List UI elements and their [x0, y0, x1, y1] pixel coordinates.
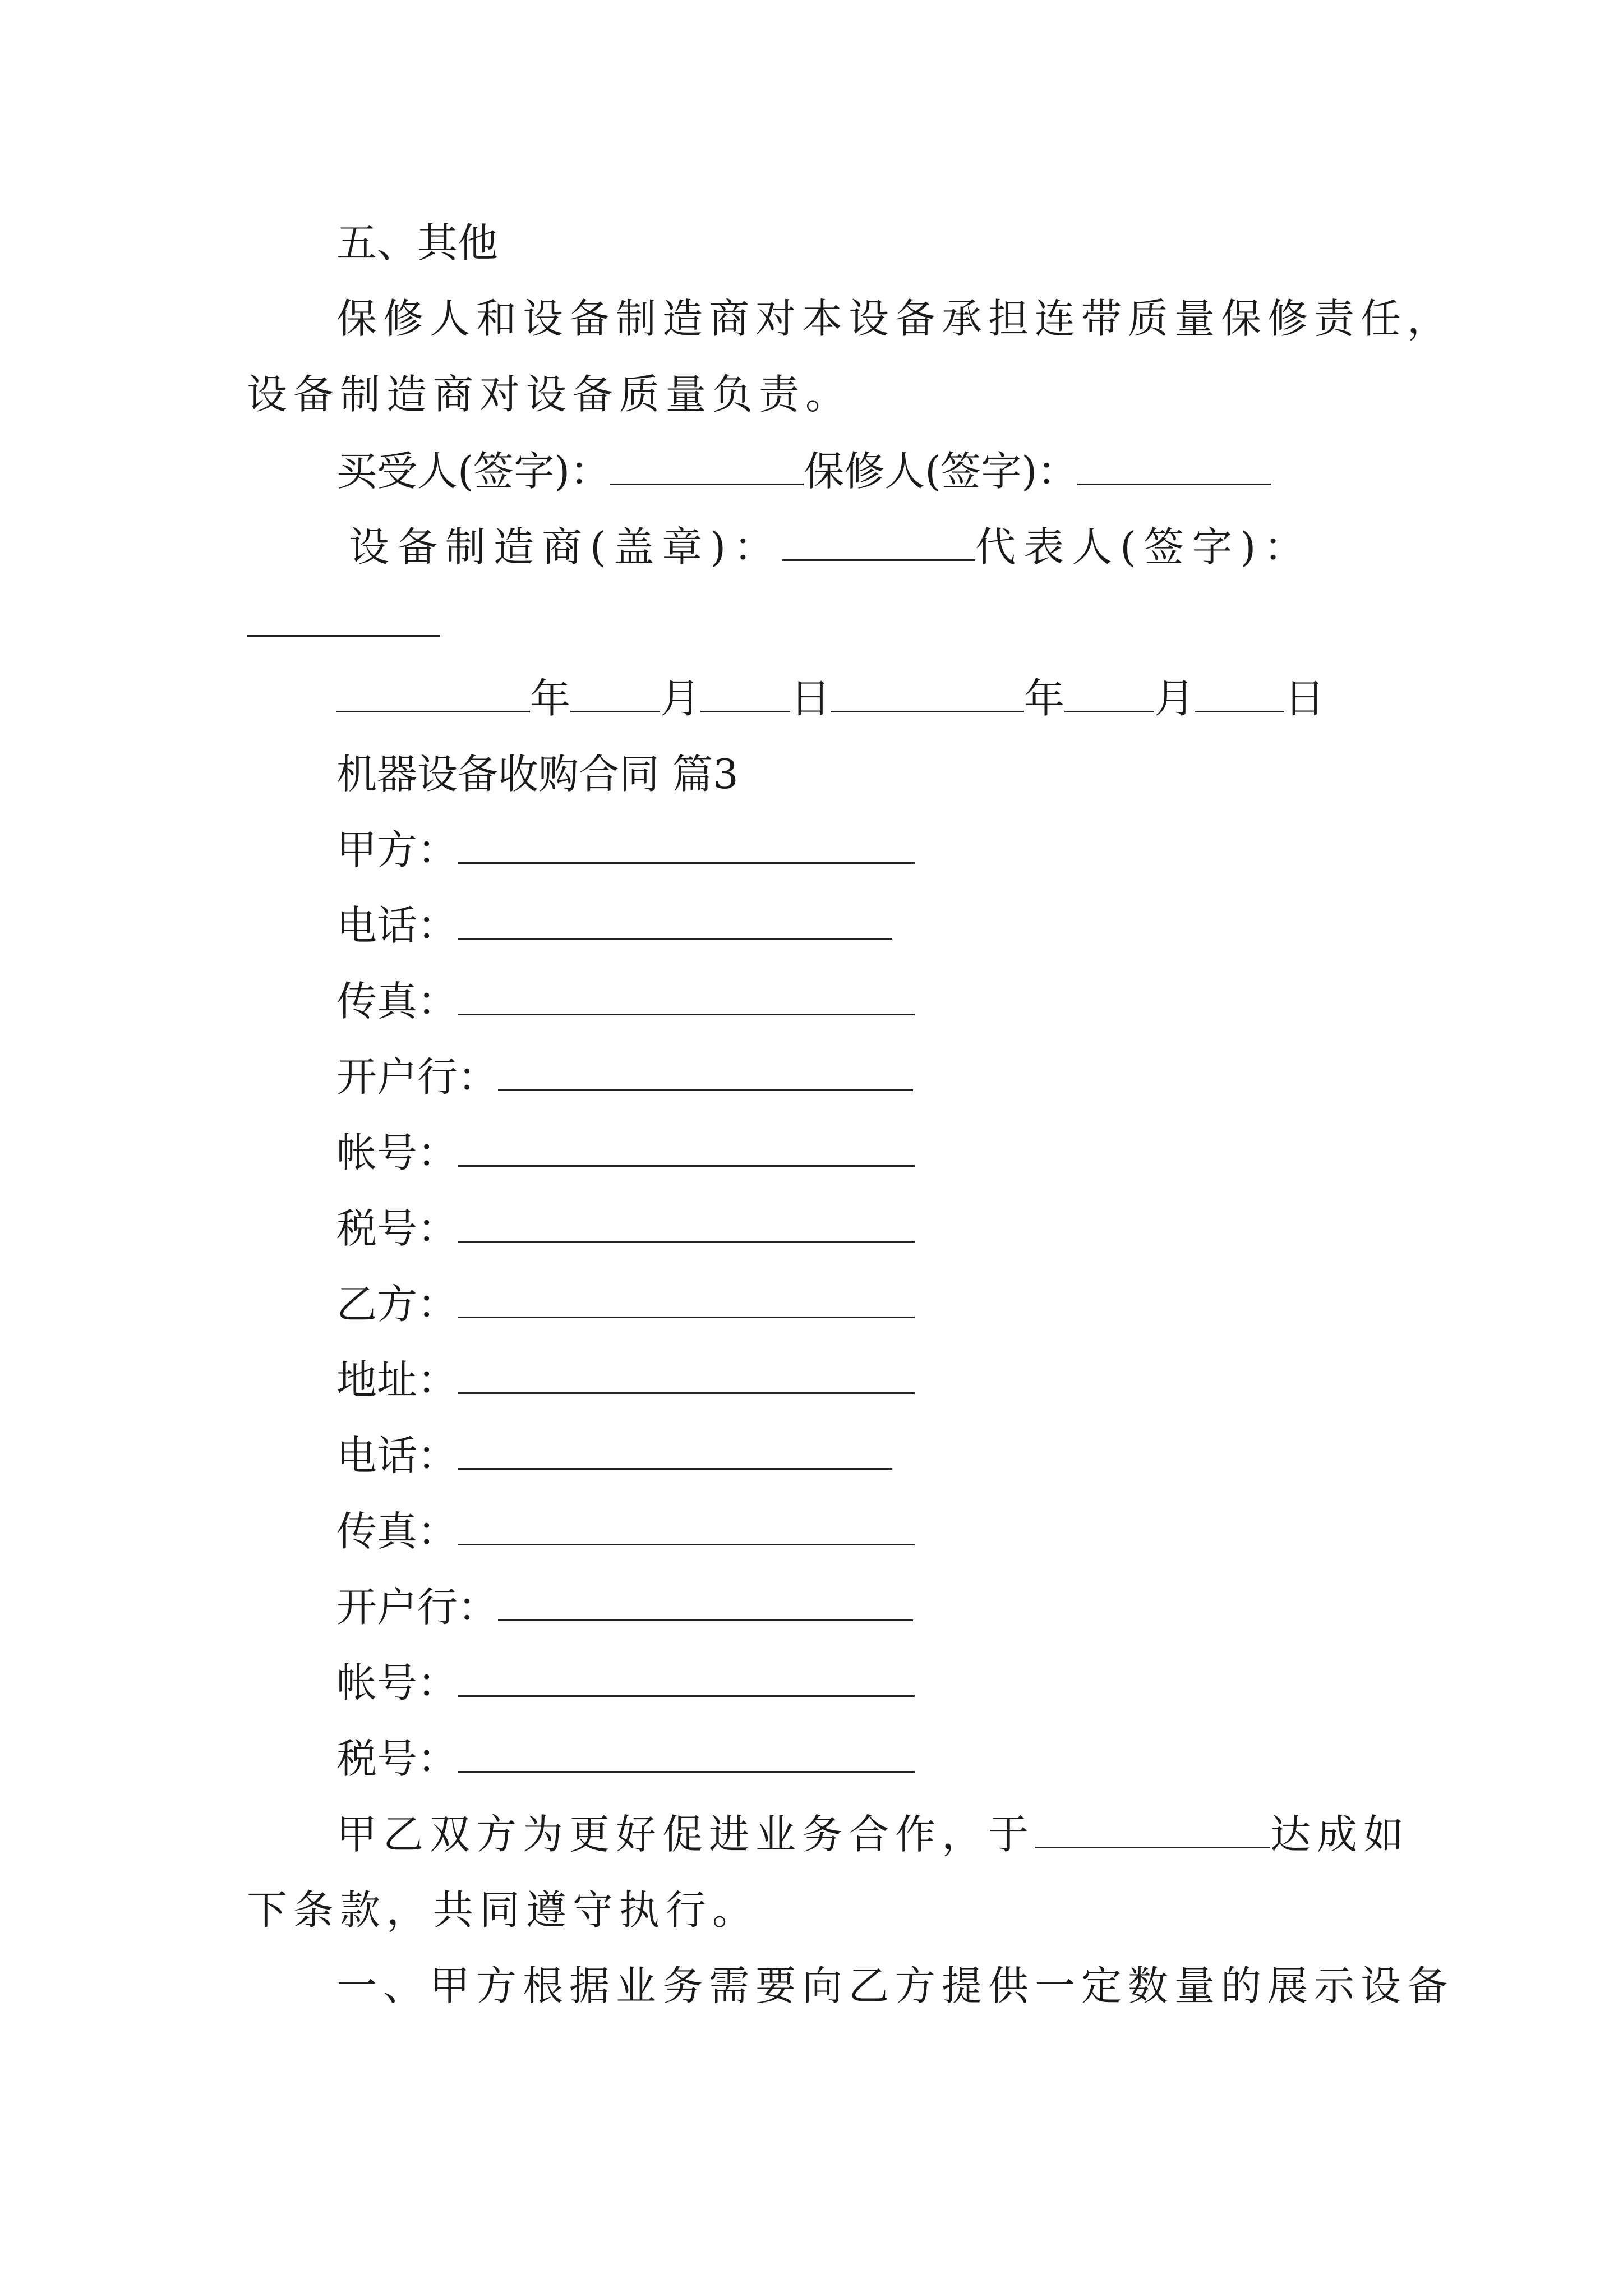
form-row [336, 1203, 915, 1254]
clause-text: 一、甲方根据业务需要向乙方提供一定数量的展示设备 [336, 1962, 1454, 2009]
party-a-fax-label: 传真： [336, 978, 458, 1025]
party-b-account-label: 帐号： [336, 1659, 458, 1706]
party-b-name-field[interactable] [458, 1282, 915, 1318]
representative-signature-field[interactable] [247, 600, 440, 637]
month-field[interactable] [570, 676, 660, 712]
form-row [336, 1506, 915, 1557]
month-label: 月 [660, 675, 701, 722]
paragraph-line [247, 369, 852, 420]
party-b-address-field[interactable] [458, 1358, 915, 1394]
paragraph-line [336, 1809, 1410, 1860]
day-label: 日 [1284, 675, 1325, 722]
party-a-name-label: 甲方： [336, 826, 458, 873]
buyer-signature-label: 买受人(签字)： [336, 448, 611, 495]
day-label: 日 [790, 675, 831, 722]
party-a-account-field[interactable] [458, 1130, 915, 1167]
party-b-fax-label: 传真： [336, 1508, 458, 1555]
contract-title [336, 749, 739, 799]
paragraph-line [336, 293, 1454, 344]
party-b-bank-field[interactable] [498, 1585, 913, 1621]
party-a-bank-field[interactable] [498, 1055, 913, 1091]
form-row [336, 1355, 915, 1405]
section-heading-text: 五、其他 [336, 219, 499, 266]
party-a-tax-field[interactable] [458, 1206, 915, 1243]
party-a-tax-label: 税号： [336, 1205, 458, 1252]
form-row [336, 1582, 913, 1632]
paragraph-text: 下条款，共同遵守执行。 [247, 1887, 759, 1934]
form-row [336, 1733, 915, 1784]
paragraph-line [247, 1885, 759, 1935]
party-b-tax-label: 税号： [336, 1735, 458, 1782]
year-label: 年 [1024, 675, 1065, 722]
signature-row [336, 446, 1271, 496]
signature-row [349, 522, 1312, 572]
maker-seal-label: 设备制造商(盖章)： [349, 523, 782, 570]
paragraph-text: 保修人和设备制造商对本设备承担连带质量保修责任， [336, 295, 1454, 342]
party-b-account-field[interactable] [458, 1660, 915, 1697]
year-field[interactable] [336, 676, 530, 712]
month-label: 月 [1154, 675, 1195, 722]
party-b-address-label: 地址： [336, 1356, 458, 1404]
representative-signature-label: 代表人(签字)： [975, 523, 1312, 570]
form-row [336, 976, 915, 1027]
maker-seal-field[interactable] [782, 524, 975, 561]
year-label: 年 [530, 675, 571, 722]
paragraph-text: 达成如 [1270, 1811, 1410, 1858]
party-a-account-label: 帐号： [336, 1129, 458, 1176]
form-row [336, 1658, 915, 1708]
party-b-name-label: 乙方： [336, 1281, 458, 1328]
clause-line [336, 1961, 1454, 2011]
guarantor-signature-label: 保修人(签字)： [804, 448, 1078, 495]
form-row [336, 1279, 915, 1329]
party-a-phone-field[interactable] [458, 903, 892, 940]
paragraph-text: 设备制造商对设备质量负责。 [247, 371, 852, 418]
month-field[interactable] [1064, 676, 1154, 712]
day-field[interactable] [1195, 676, 1284, 712]
signature-row [247, 597, 440, 648]
party-b-bank-label: 开户行： [336, 1584, 499, 1631]
guarantor-signature-field[interactable] [1077, 449, 1271, 485]
buyer-signature-field[interactable] [610, 449, 804, 485]
day-field[interactable] [700, 676, 790, 712]
paragraph-text: 甲乙双方为更好促进业务合作，于 [336, 1811, 1035, 1858]
form-row [336, 900, 892, 951]
party-b-phone-field[interactable] [458, 1433, 892, 1470]
form-row [336, 1430, 892, 1481]
date-row [336, 673, 1325, 724]
contract-title-text: 机器设备收购合同 篇3 [336, 751, 739, 798]
section-heading [336, 218, 498, 268]
party-b-fax-field[interactable] [458, 1509, 915, 1545]
form-row [336, 825, 915, 875]
party-a-bank-label: 开户行： [336, 1053, 499, 1101]
party-a-phone-label: 电话： [336, 902, 458, 949]
form-row [336, 1052, 913, 1102]
party-b-tax-field[interactable] [458, 1736, 915, 1773]
year-field[interactable] [831, 676, 1024, 712]
party-b-phone-label: 电话： [336, 1432, 458, 1479]
agreement-date-field[interactable] [1035, 1812, 1270, 1848]
party-a-fax-field[interactable] [458, 979, 915, 1015]
party-a-name-field[interactable] [458, 827, 915, 864]
form-row [336, 1128, 915, 1178]
